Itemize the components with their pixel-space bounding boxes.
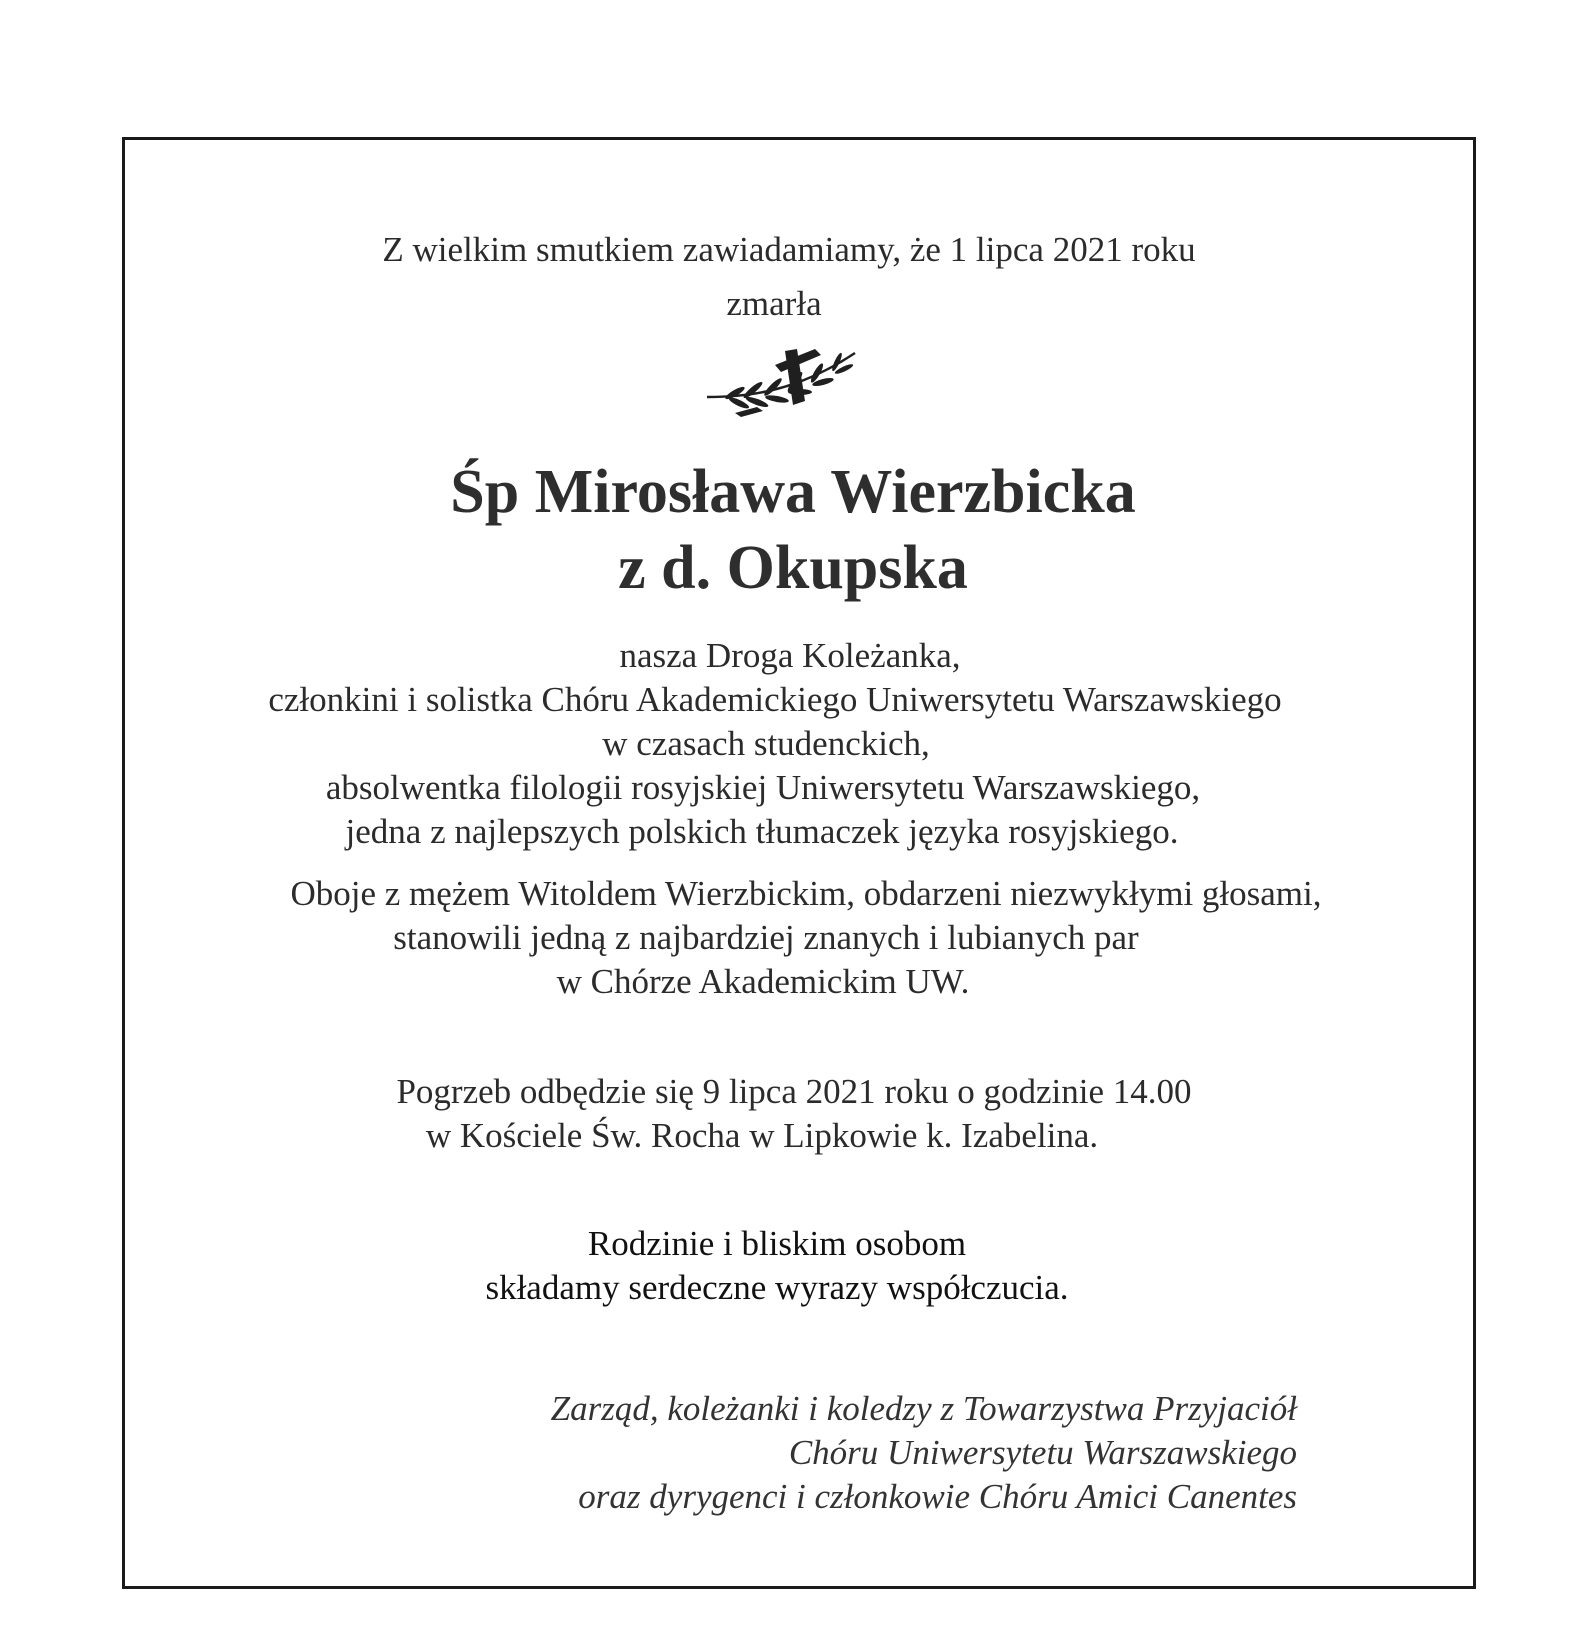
description-line-4: absolwentka filologii rosyjskiej Uniwersytetu Warszawskiego,	[325, 768, 1201, 807]
description-line-5: jedna z najlepszych polskich tłumaczek języka rosyjskiego.	[345, 812, 1179, 851]
intro-line-1: Z wielkim smutkiem zawiadamiamy, że 1 lipca 2021 roku	[382, 230, 1196, 269]
funeral-line-1: Pogrzeb odbędzie się 9 lipca 2021 roku o godzinie 14.00	[396, 1072, 1192, 1111]
description-line-2: członkini i solistka Chóru Akademickiego Uniwersytetu Warszawskiego	[268, 680, 1282, 719]
couple-line-3: w Chórze Akademickim UW.	[556, 962, 970, 1001]
description-line-3: w czasach studenckich,	[602, 724, 930, 763]
couple-line-1: Oboje z mężem Witoldem Wierzbickim, obdarzeni niezwykłymi głosami,	[290, 874, 1322, 913]
signature-line-3: oraz dyrygenci i członkowie Chóru Amici Canentes	[578, 1477, 1297, 1516]
deceased-maiden-name: z d. Okupska	[618, 534, 968, 602]
cross-with-palm-branch-icon	[705, 347, 865, 429]
condolences-line-2: składamy serdeczne wyrazy współczucia.	[485, 1268, 1069, 1307]
couple-line-2: stanowili jedną z najbardziej znanych i lubianych par	[393, 918, 1139, 957]
deceased-name: Śp Mirosława Wierzbicka	[450, 458, 1136, 526]
condolences-line-1: Rodzinie i bliskim osobom	[587, 1224, 967, 1263]
intro-line-2: zmarła	[726, 284, 822, 323]
signature-line-2: Chóru Uniwersytetu Warszawskiego	[788, 1433, 1297, 1472]
description-line-1: nasza Droga Koleżanka,	[619, 636, 961, 675]
funeral-line-2: w Kościele Św. Rocha w Lipkowie k. Izabelina.	[425, 1116, 1099, 1155]
signature-line-1: Zarząd, koleżanki i koledzy z Towarzystwa Przyjaciół	[550, 1389, 1297, 1428]
